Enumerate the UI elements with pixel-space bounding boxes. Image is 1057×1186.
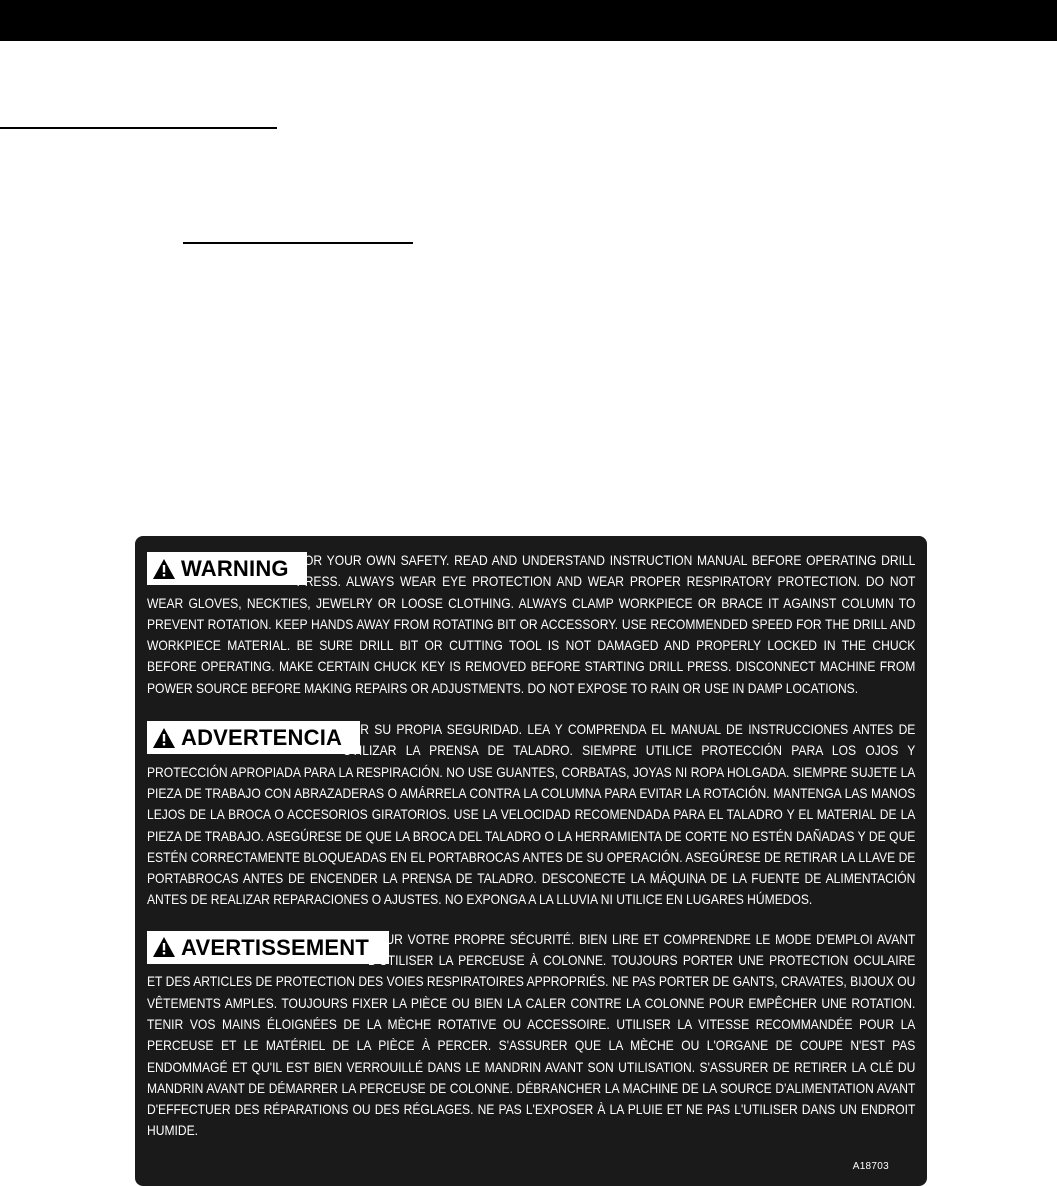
warning-text: FOR YOUR OWN SAFETY. READ AND UNDERSTAND INSTRUCTION MANUAL BEFORE OPERATING DRILL PRESS. ALWAYS WEAR EYE PROTECTION AND WEAR PROPER RESPIRATORY PROTECTION. DO NOT WEAR GLOVES, NECKTIES, JEWELRY OR LOOSE CLOTHING. ALWAYS CLAMP WORKPIECE OR BRACE IT AGAINST COLUMN TO PREVENT ROTATION. KEEP HANDS AWAY FROM ROTATING BIT OR ACCESSORY. USE RECOMMENDED SPEED FOR THE DRILL AND WORKPIECE MATERIAL. BE SURE DRILL BIT OR CUTTING TOOL IS NOT DAMAGED AND PROPERLY LOCKED IN THE CHUCK BEFORE OPERATING. MAKE CERTAIN CHUCK KEY IS REMOVED BEFORE STARTING DRILL PRESS. DISCONNECT MACHINE FROM POWER SOURCE BEFORE MAKING REPAIRS OR ADJUSTMENTS. DO NOT EXPOSE TO RAIN OR USE IN DAMP LOCATIONS. — [147, 552, 916, 696]
divider-line — [183, 242, 413, 244]
advertencia-text: POR SU PROPIA SEGURIDAD. LEA Y COMPRENDA EL MANUAL DE INSTRUCCIONES ANTES DE UTILIZAR LA PRENSA DE TALADRO. SIEMPRE UTILICE PROTECCIÓN PARA LOS OJOS Y PROTECCIÓN APROPIADA PARA LA RESPIRACIÓN. NO USE GUANTES, CORBATAS, JOYAS NI ROPA HOLGADA. SIEMPRE SUJETE LA PIEZA DE TRABAJO CON ABRAZADERAS O AMÁRRELA CONTRA LA COLUMNA PARA EVITAR LA ROTACIÓN. MANTENGA LAS MANOS LEJOS DE LA BROCA O ACCESORIOS GIRATORIOS. USE LA VELOCIDAD RECOMENDADA PARA EL TALADRO Y EL MATERIAL DE LA PIEZA DE TRABAJO. ASEGÚRESE DE QUE LA BROCA DEL TALADRO O LA HERRAMIENTA DE CORTE NO ESTÉN DAÑADAS Y DE QUE ESTÉN CORRECTAMENTE BLOQUEADAS EN EL PORTABROCAS ANTES DE SU OPERACIÓN. ASEGÚRESE DE RETIRAR LA LLAVE DE PORTABROCAS ANTES DE ENCENDER LA PRENSA DE TALADRO. DESCONECTE LA MÁQUINA DE LA FUENTE DE ALIMENTACIÓN ANTES DE REALIZAR REPARACIONES O AJUSTES. NO EXPONGA A LA LLUVIA NI UTILICE EN LUGARES HÚMEDOS. — [147, 721, 916, 908]
avertissement-badge-label: AVERTISSEMENT — [181, 934, 369, 960]
part-code: A18703 — [852, 1161, 889, 1172]
advertencia-badge-label: ADVERTENCIA — [181, 725, 343, 751]
avertissement-text: POUR VOTRE PROPRE SÉCURITÉ. BIEN LIRE ET COMPRENDRE LE MODE D'EMPLOI AVANT D'UTILISER LA PERCEUSE À COLONNE. TOUJOURS PORTER UNE PROTECTION OCULAIRE ET DES ARTICLES DE PROTECTION DES VOIES RESPIRATOIRES APPROPRIÉS. NE PAS PORTER DE GANTS, CRAVATES, BIJOUX OU VÊTEMENTS AMPLES. TOUJOURS FIXER LA PIÈCE OU BIEN LA CALER CONTRE LA COLONNE POUR EMPÊCHER UNE ROTATION. TENIR VOS MAINS ÉLOIGNÉES DE LA MÈCHE ROTATIVE OU ACCESSOIRE. UTILISER LA VITESSE RECOMMANDÉE POUR LA PERCEUSE ET LE MATÉRIEL DE LA PIÈCE À PERCER. S'ASSURER QUE LA MÈCHE OU L'ORGANE DE COUPE N'EST PAS ENDOMMAGÉ ET QU'IL EST BIEN VERROUILLÉ DANS LE MANDRIN AVANT SON UTILISATION. S'ASSURER DE RETIRER LA CLÉ DU MANDRIN AVANT DE DÉMARRER LA PERCEUSE DE COLONNE. DÉBRANCHER LA MACHINE DE LA SOURCE D'ALIMENTATION AVANT D'EFFECTUER DES RÉPARATIONS OU DES RÉGLAGES. NE PAS L'EXPOSER À LA PLUIE ET NE PAS L'UTILISER DANS UN ENDROIT HUMIDE. — [147, 930, 916, 1139]
warning-badge-label: WARNING — [181, 556, 289, 581]
warning-section-english — [147, 550, 915, 699]
warning-section-french — [147, 929, 915, 1142]
warning-section-spanish — [147, 719, 915, 911]
top-bar — [0, 0, 1057, 41]
divider-line — [0, 127, 277, 129]
safety-warning-label — [135, 536, 927, 1186]
